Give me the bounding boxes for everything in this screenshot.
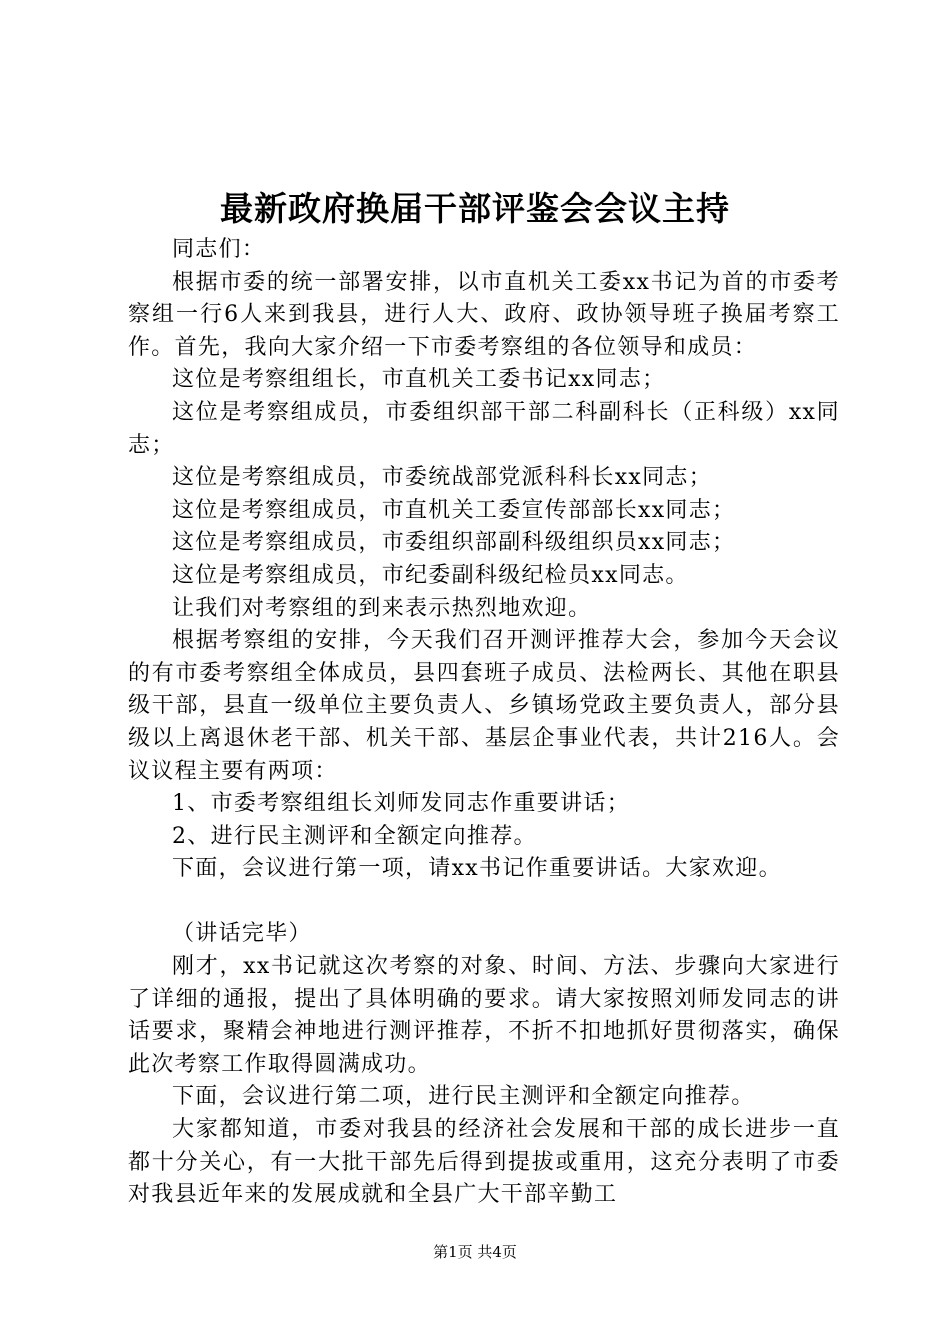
paragraph: 这位是考察组组长，市直机关工委书记xx同志；: [172, 367, 666, 393]
paragraph: 根据考察组的安排，今天我们召开测评推荐大会，参加今天会议的有市委考察组全体成员，县四套班子成员、法检两长、其他在职县级干部，县直一级单位主要负责人、乡镇场党政主要负责人，部分县级以上离退休老干部、机关干部、基层企事业代表，共计216人。会议议程主要有两项：: [128, 628, 840, 784]
paragraph: 这位是考察组成员，市直机关工委宣传部部长xx同志；: [172, 497, 736, 523]
paragraph: 这位是考察组成员，市纪委副科级纪检员xx同志。: [172, 562, 689, 588]
paragraph: 大家都知道，市委对我县的经济社会发展和干部的成长进步一直都十分关心，有一大批干部先后得到提拔或重用，这充分表明了市委对我县近年来的发展成就和全县广大干部辛勤工: [128, 1117, 840, 1208]
paragraph-remark: （讲话完毕）: [172, 921, 312, 947]
paragraph: 下面，会议进行第二项，进行民主测评和全额定向推荐。: [172, 1084, 755, 1110]
paragraph: 这位是考察组成员，市委组织部副科级组织员xx同志；: [172, 530, 736, 556]
document-title: 最新政府换届干部评鉴会会议主持: [220, 189, 730, 228]
agenda-item: 2、进行民主测评和全额定向推荐。: [172, 823, 537, 849]
paragraph-salutation: 同志们：: [172, 237, 266, 262]
page-footer: 第1页 共4页: [433, 1243, 517, 1261]
paragraph: 这位是考察组成员，市委组织部干部二科副科长（正科级）xx同志；: [128, 399, 840, 458]
paragraph: 这位是考察组成员，市委统战部党派科科长xx同志；: [172, 465, 713, 491]
paragraph: 刚才，xx书记就这次考察的对象、时间、方法、步骤向大家进行了详细的通报，提出了具体明确的要求。请大家按照刘师发同志的讲话要求，聚精会神地进行测评推荐，不折不扣地抓好贯彻落实，确保此次考察工作取得圆满成功。: [128, 954, 840, 1077]
agenda-item: 1、市委考察组组长刘师发同志作重要讲话；: [172, 791, 630, 817]
paragraph: 下面，会议进行第一项，请xx书记作重要讲话。大家欢迎。: [172, 856, 782, 882]
document-body: [128, 234, 840, 1212]
paragraph: 让我们对考察组的到来表示热烈地欢迎。: [172, 595, 592, 621]
paragraph: 根据市委的统一部署安排，以市直机关工委xx书记为首的市委考察组一行6人来到我县，进行人大、政府、政协领导班子换届考察工作。首先，我向大家介绍一下市委考察组的各位领导和成员：: [128, 269, 840, 360]
